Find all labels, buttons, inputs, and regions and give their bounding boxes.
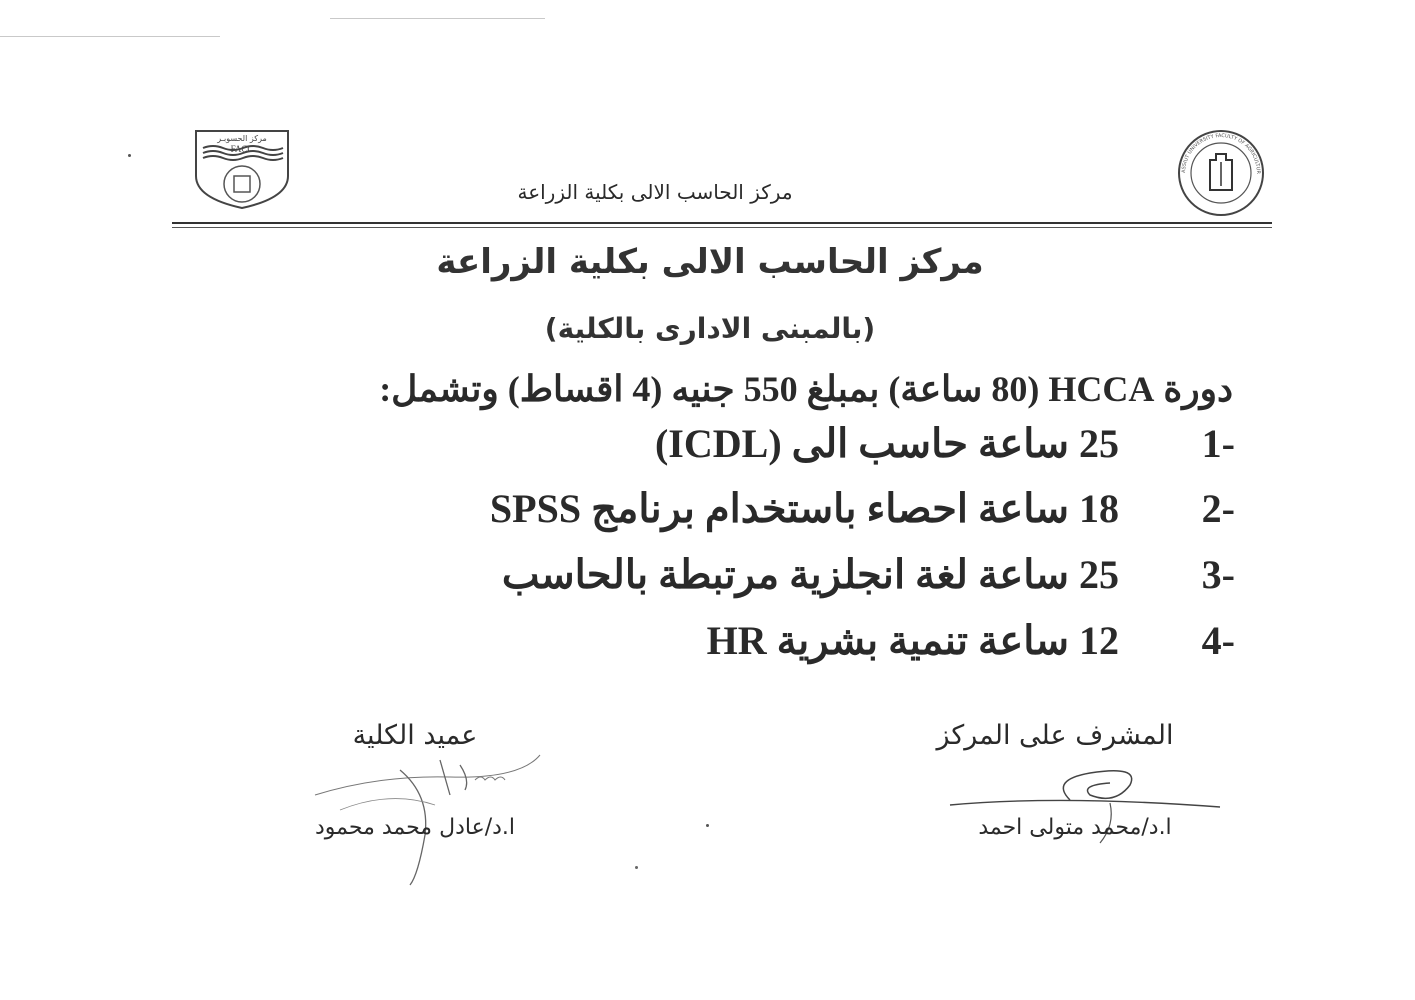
document-subtitle: (بالمبنى الادارى بالكلية) <box>544 312 876 345</box>
letterhead-title: مركز الحاسب الالى بكلية الزراعة <box>517 180 793 204</box>
scan-dot <box>706 824 709 827</box>
list-item <box>235 617 1235 664</box>
list-item <box>235 420 1235 467</box>
university-seal-logo <box>1176 128 1266 218</box>
svg-text:FACC: FACC <box>230 144 254 154</box>
facc-logo <box>193 128 291 210</box>
list-item <box>235 551 1235 598</box>
list-item-number: -4 <box>1201 618 1235 663</box>
list-item-number: -2 <box>1201 486 1235 531</box>
document-title: مركز الحاسب الالى بكلية الزراعة <box>436 242 984 282</box>
svg-text:ASSIUT UNIVERSITY FACULTY OF A: ASSIUT UNIVERSITY FACULTY OF AGRICULTUR <box>1180 132 1262 175</box>
supervisor-role-label: المشرف على المركز <box>936 720 1174 751</box>
dean-role-label: عميد الكلية <box>352 720 478 751</box>
scan-artifact <box>330 18 545 19</box>
supervisor-name: ا.د/محمد متولى احمد <box>978 815 1172 840</box>
list-item <box>235 485 1235 532</box>
list-item-text: 18 ساعة احصاء باستخدام برنامج SPSS <box>489 486 1119 531</box>
list-item-number: -1 <box>1201 421 1235 466</box>
list-item-text: 12 ساعة تنمية بشرية HR <box>706 618 1119 663</box>
svg-text:مركز الحسوبـر: مركز الحسوبـر <box>217 134 267 143</box>
list-item-text: 25 ساعة حاسب الى (ICDL) <box>654 421 1119 466</box>
course-description: دورة HCCA (80 ساعة) بمبلغ 550 جنيه (4 اقساط) وتشمل: <box>379 369 1233 409</box>
list-item-number: -3 <box>1201 552 1235 597</box>
dean-name: ا.د/عادل محمد محمود <box>314 815 516 840</box>
scan-artifact <box>0 36 220 37</box>
list-item-text: 25 ساعة لغة انجلزية مرتبطة بالحاسب <box>501 552 1119 597</box>
header-divider-thin <box>172 227 1272 228</box>
scan-dot <box>128 154 131 157</box>
header-divider <box>172 222 1272 224</box>
scan-dot <box>635 866 638 869</box>
